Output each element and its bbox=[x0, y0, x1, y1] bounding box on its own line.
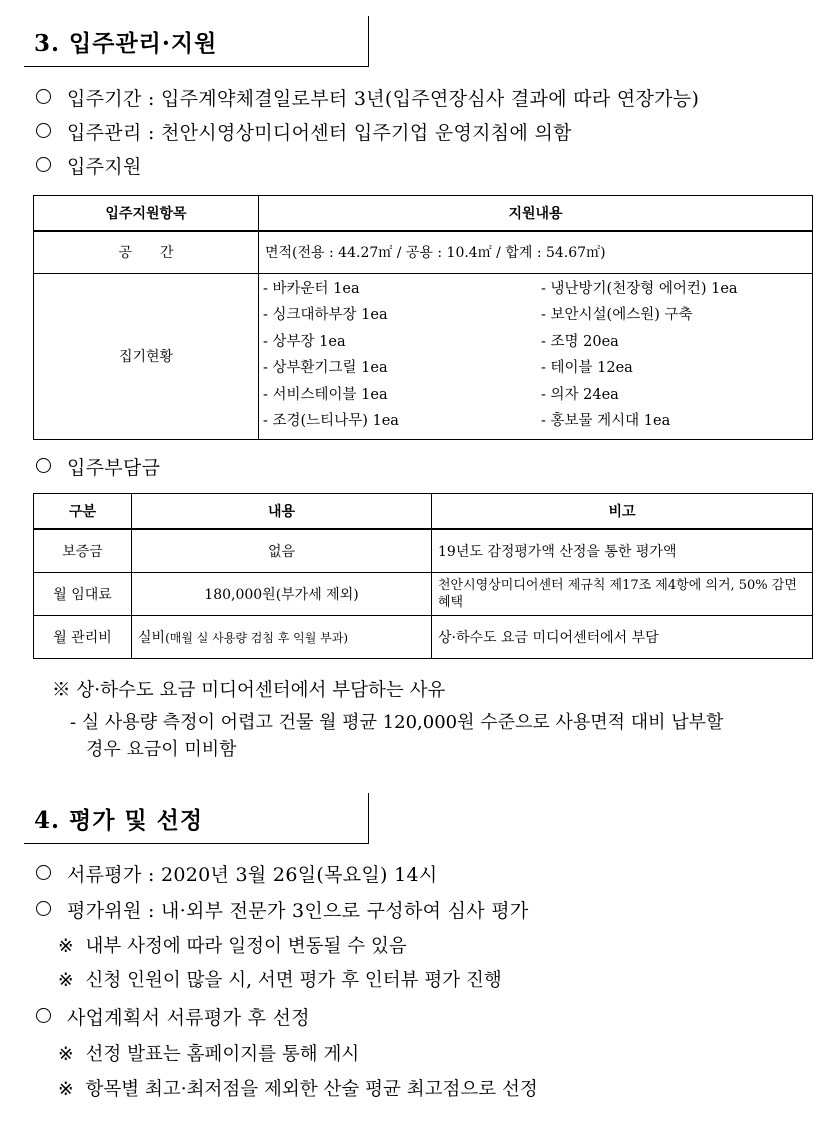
equipment-list bbox=[259, 273, 813, 439]
section-4-title: 4. 평가 및 선정 bbox=[34, 807, 204, 834]
fee-note: 천안시영상미디어센터 제규칙 제17조 제4항에 의거, 50% 감면 혜택 bbox=[432, 572, 813, 615]
equipment-item: - 조명 20ea bbox=[541, 333, 619, 350]
equipment-item: - 보안시설(에스원) 구축 bbox=[541, 307, 693, 323]
item-fee: 입주부담금 bbox=[36, 453, 160, 480]
space-value: 면적(전용 : 44.27㎡ / 공용 : 10.4㎡ / 합계 : 54.67㎡) bbox=[259, 231, 813, 273]
equipment-item: - 싱크대하부장 1ea bbox=[263, 307, 388, 323]
item-residence-period: 입주기간 : 입주계약체결일로부터 3년(입주연장심사 결과에 따라 연장가능) bbox=[36, 84, 699, 111]
circle-bullet-icon bbox=[36, 123, 51, 138]
circle-bullet-icon bbox=[36, 865, 51, 880]
reason-note-title: ※ 상·하수도 요금 미디어센터에서 부담하는 사유 bbox=[52, 680, 446, 701]
equipment-item: - 냉난방기(천장형 에어컨) 1ea bbox=[541, 280, 738, 297]
fee-note: 상·하수도 요금 미디어센터에서 부담 bbox=[432, 615, 813, 658]
circle-bullet-icon bbox=[36, 1008, 51, 1023]
equipment-item: - 홍보물 게시대 1ea bbox=[541, 413, 671, 429]
equipment-label: 집기현황 bbox=[34, 273, 259, 439]
reason-note-line: 경우 요금이 미비함 bbox=[86, 739, 237, 760]
circle-bullet-icon bbox=[36, 157, 51, 172]
selection-note: ※ 항목별 최고·최저점을 제외한 산술 평균 최고점으로 선정 bbox=[58, 1079, 538, 1100]
evaluation-note: ※ 신청 인원이 많을 시, 서면 평가 후 인터뷰 평가 진행 bbox=[58, 970, 502, 991]
fee-header-category: 구분 bbox=[34, 494, 132, 530]
support-header-content: 지원내용 bbox=[259, 196, 813, 232]
item-residence-management: 입주관리 : 천안시영상미디어센터 입주기업 운영지침에 의함 bbox=[36, 118, 572, 145]
equipment-item: - 테이블 12ea bbox=[541, 360, 633, 376]
section-3-header bbox=[24, 16, 369, 67]
support-table bbox=[33, 195, 813, 440]
selection-note: ※ 선정 발표는 홈페이지를 통해 게시 bbox=[58, 1044, 360, 1065]
fee-label: 월 임대료 bbox=[34, 572, 132, 615]
fee-content: 180,000원(부가세 제외) bbox=[132, 572, 432, 615]
item-selection: 사업계획서 서류평가 후 선정 bbox=[36, 1003, 310, 1030]
space-label: 공 간 bbox=[34, 231, 259, 273]
equipment-item: - 상부환기그릴 1ea bbox=[263, 360, 388, 376]
fee-label: 보증금 bbox=[34, 529, 132, 572]
circle-bullet-icon bbox=[36, 458, 51, 473]
equipment-item: - 조경(느티나무) 1ea bbox=[263, 413, 399, 429]
fee-header-note: 비고 bbox=[432, 494, 813, 530]
item-residence-support: 입주지원 bbox=[36, 152, 142, 179]
item-document-evaluation: 서류평가 : 2020년 3월 26일(목요일) 14시 bbox=[36, 860, 438, 887]
table-row bbox=[34, 572, 813, 615]
fee-content: 실비(매월 실 사용량 검침 후 익월 부과) bbox=[132, 615, 432, 658]
item-evaluators: 평가위원 : 내·외부 전문가 3인으로 구성하여 심사 평가 bbox=[36, 896, 529, 923]
equipment-item: - 의자 24ea bbox=[541, 386, 619, 403]
table-row bbox=[34, 529, 813, 572]
evaluation-note: ※ 내부 사정에 따라 일정이 변동될 수 있음 bbox=[58, 936, 407, 957]
support-header-item: 입주지원항목 bbox=[34, 196, 259, 232]
equipment-item: - 바카운터 1ea bbox=[263, 280, 360, 297]
equipment-item: - 서비스테이블 1ea bbox=[263, 386, 388, 403]
reason-note-line: - 실 사용량 측정이 어렵고 건물 월 평균 120,000원 수준으로 사용면적 대비 납부할 bbox=[70, 712, 724, 733]
fee-table bbox=[33, 493, 813, 659]
section-3-title: 3. 입주관리·지원 bbox=[34, 30, 218, 57]
equipment-item: - 상부장 1ea bbox=[263, 333, 346, 350]
fee-note: 19년도 감정평가액 산정을 통한 평가액 bbox=[432, 529, 813, 572]
fee-header-content: 내용 bbox=[132, 494, 432, 530]
section-4-header bbox=[24, 793, 369, 844]
circle-bullet-icon bbox=[36, 901, 51, 916]
circle-bullet-icon bbox=[36, 89, 51, 104]
fee-label: 월 관리비 bbox=[34, 615, 132, 658]
table-row bbox=[34, 615, 813, 658]
fee-content: 없음 bbox=[132, 529, 432, 572]
